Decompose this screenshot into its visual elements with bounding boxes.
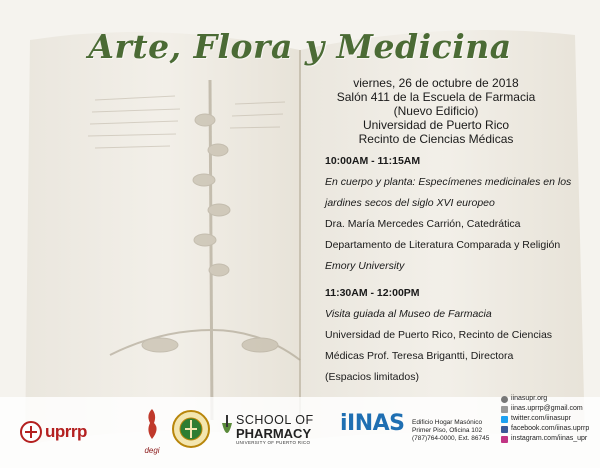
twitter-icon xyxy=(501,416,508,423)
social-links xyxy=(501,394,589,444)
pharmacy-seal-icon xyxy=(172,410,210,448)
session-1 xyxy=(325,155,571,282)
social-instagram[interactable]: instagram.com/iinas_upr xyxy=(501,434,589,444)
facebook-icon xyxy=(501,426,508,433)
sponsor-footer xyxy=(0,397,600,468)
email-icon xyxy=(501,406,508,413)
social-website[interactable]: iinasupr.org xyxy=(501,394,589,404)
mortar-pestle-icon xyxy=(220,413,234,445)
event-details xyxy=(318,76,554,146)
session-line: Visita guiada al Museo de Farmacia xyxy=(325,308,492,320)
school-line2: PHARMACY xyxy=(236,425,312,441)
session-2 xyxy=(325,287,552,393)
degi-logo xyxy=(140,407,164,455)
session-time: 10:00AM - 11:15AM xyxy=(325,155,421,167)
event-date: viernes, 26 de octubre de 2018 xyxy=(353,76,519,90)
iinas-logo xyxy=(340,411,405,436)
event-campus: Recinto de Ciencias Médicas xyxy=(358,132,514,146)
degi-wordmark: degi xyxy=(144,446,160,455)
address-block xyxy=(412,419,489,443)
school-of-pharmacy-logo xyxy=(220,413,314,445)
iinas-wordmark: iINAS xyxy=(340,411,405,436)
social-facebook[interactable]: facebook.com/iinas.uprrp xyxy=(501,424,589,434)
degi-figure-icon xyxy=(142,407,162,441)
school-line1: SCHOOL OF xyxy=(236,412,314,427)
social-email[interactable]: iinas.uprrp@gmail.com xyxy=(501,404,589,414)
globe-icon xyxy=(501,396,508,403)
uprrp-wordmark: uprrp xyxy=(45,422,87,441)
poster-title: Arte, Flora y Medicina xyxy=(88,27,512,66)
address-line: (787)764-0000, Ext. 86745 xyxy=(412,435,490,442)
event-room: Salón 411 de la Escuela de Farmacia xyxy=(336,90,536,104)
event-university: Universidad de Puerto Rico xyxy=(362,118,510,132)
uprrp-logo xyxy=(20,421,87,443)
session-line: En cuerpo y planta: Especímenes medicinales en los xyxy=(325,176,572,188)
session-line: jardines secos del siglo XVI europeo xyxy=(325,197,495,209)
uprrp-seal-icon xyxy=(20,421,42,443)
session-line: Médicas Prof. Teresa Brigantti, Directora xyxy=(325,350,514,362)
social-twitter[interactable]: twitter.com/iinasupr xyxy=(501,414,589,424)
session-time: 11:30AM - 12:00PM xyxy=(325,287,420,299)
address-line: Edificio Hogar Masónico xyxy=(412,419,483,426)
address-line: Primer Piso, Oficina 102 xyxy=(412,427,483,434)
session-line: (Espacios limitados) xyxy=(325,371,419,383)
event-building: (Nuevo Edificio) xyxy=(393,104,479,118)
instagram-icon xyxy=(501,436,508,443)
pharmacy-seal-logo xyxy=(172,410,210,453)
school-line3: UNIVERSITY OF PUERTO RICO xyxy=(236,439,311,445)
session-line: Emory University xyxy=(325,260,405,272)
session-line: Universidad de Puerto Rico, Recinto de Ciencias xyxy=(325,329,553,341)
session-line: Departamento de Literatura Comparada y Religión xyxy=(325,239,561,251)
session-line: Dra. María Mercedes Carrión, Catedrática xyxy=(325,218,521,230)
